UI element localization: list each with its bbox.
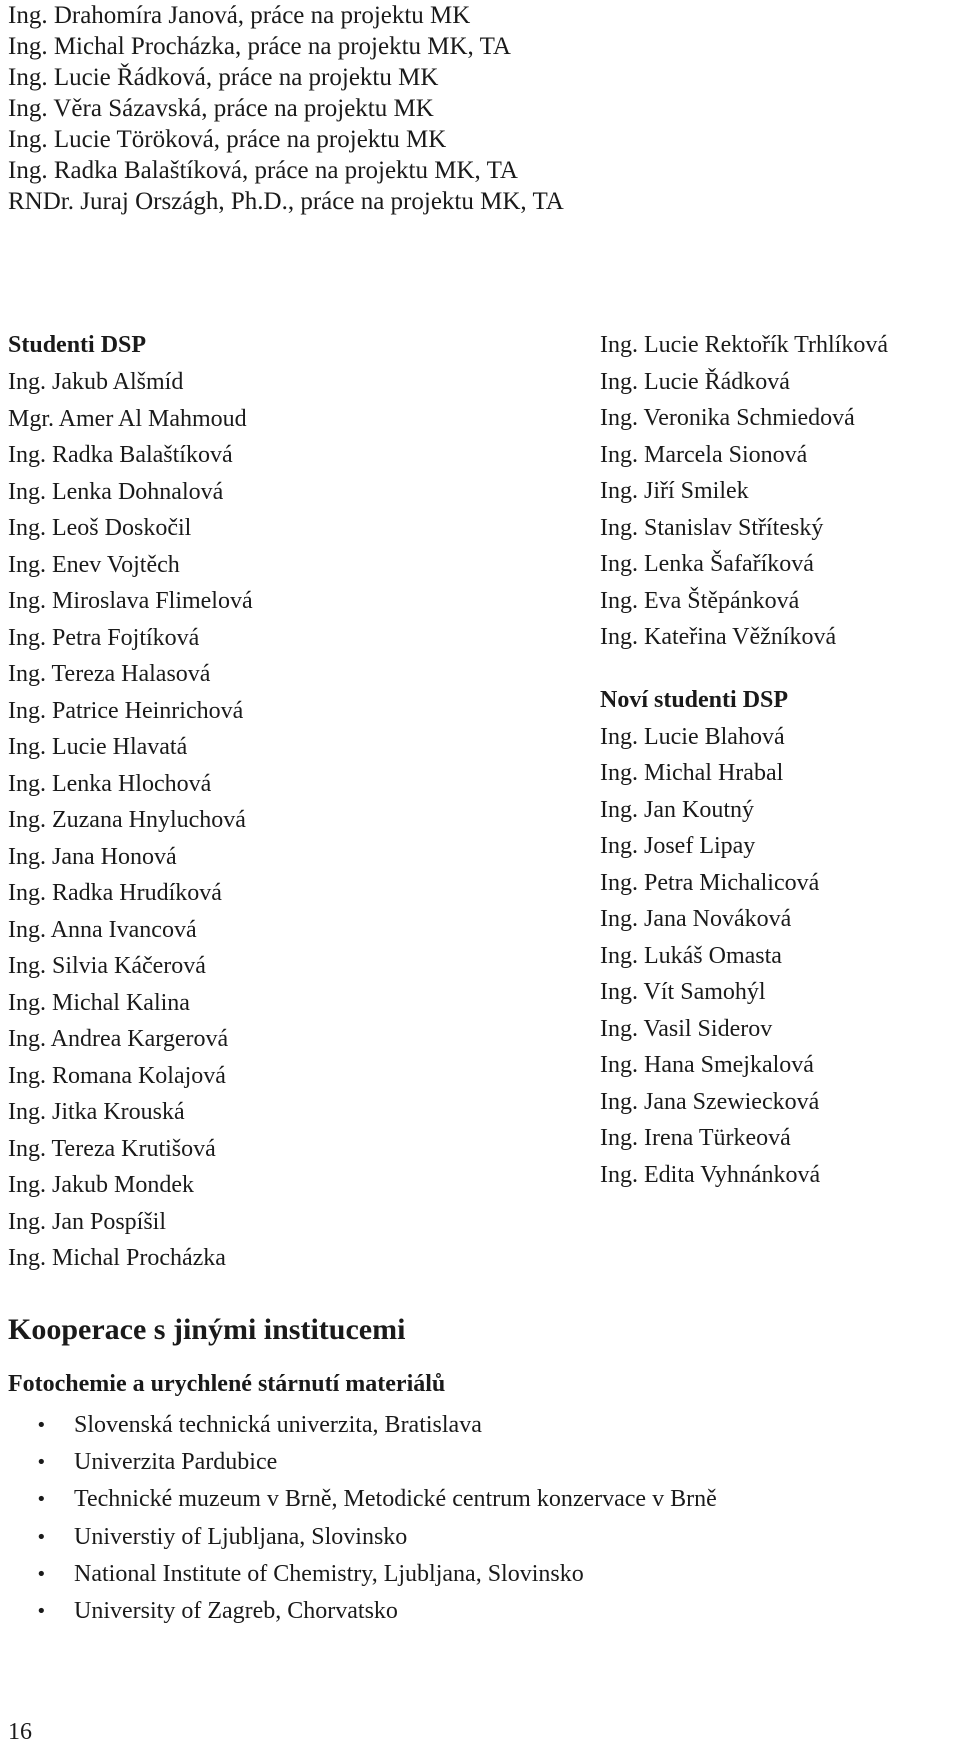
- list-item: RNDr. Juraj Országh, Ph.D., práce na projektu MK, TA: [8, 188, 564, 215]
- institution-name: Univerzita Pardubice: [74, 1449, 278, 1476]
- bullet-icon: •: [36, 1415, 47, 1436]
- list-item: Ing. Marcela Sionová: [600, 441, 808, 468]
- list-item: Mgr. Amer Al Mahmoud: [8, 405, 247, 432]
- list-item: Ing. Michal Procházka: [8, 1245, 226, 1271]
- list-item: Ing. Edita Vyhnánková: [600, 1161, 821, 1188]
- new-students-heading: Noví studenti DSP: [600, 686, 789, 713]
- cooperation-heading: Kooperace s jinými institucemi: [8, 1313, 406, 1346]
- list-item: Ing. Eva Štěpánková: [600, 587, 800, 614]
- list-item: Ing. Věra Sázavská, práce na projektu MK: [8, 95, 434, 122]
- list-item: Ing. Veronika Schmiedová: [600, 405, 855, 431]
- list-item: Ing. Stanislav Stříteský: [600, 514, 824, 541]
- list-item: [34, 1519, 717, 1556]
- list-item: Ing. Michal Procházka, práce na projektu MK, TA: [8, 33, 511, 60]
- list-item: Ing. Hana Smejkalová: [600, 1052, 814, 1078]
- list-item: [34, 1481, 717, 1518]
- list-item: Ing. Tereza Krutišová: [8, 1135, 216, 1162]
- project-staff-list: [8, 0, 564, 217]
- list-item: Ing. Jitka Krouská: [8, 1099, 185, 1125]
- list-item: Ing. Drahomíra Janová, práce na projektu MK: [8, 2, 471, 29]
- students-heading: Studenti DSP: [8, 332, 147, 358]
- list-item: Ing. Josef Lipay: [600, 833, 756, 859]
- page-number: 16: [8, 1719, 32, 1745]
- list-item: Ing. Tereza Halasová: [8, 661, 211, 687]
- list-item: Ing. Miroslava Flimelová: [8, 588, 253, 614]
- cooperation-list: [34, 1407, 717, 1630]
- list-item: Ing. Silvia Káčerová: [8, 953, 206, 979]
- list-item: Ing. Lucie Řádková, práce na projektu MK: [8, 64, 439, 91]
- list-item: [34, 1444, 717, 1481]
- bullet-icon: •: [36, 1563, 47, 1585]
- list-item: [34, 1407, 717, 1444]
- institution-name: Universtiy of Ljubljana, Slovinsko: [74, 1523, 408, 1550]
- list-item: Ing. Enev Vojtěch: [8, 551, 180, 578]
- cooperation-subheading: Fotochemie a urychlené stárnutí materiálů: [8, 1371, 446, 1397]
- list-item: Ing. Jana Nováková: [600, 906, 792, 932]
- institution-name: University of Zagreb, Chorvatsko: [74, 1598, 398, 1625]
- list-item: Ing. Andrea Kargerová: [8, 1026, 229, 1052]
- list-item: Ing. Michal Hrabal: [600, 760, 784, 786]
- list-item: Ing. Radka Balaštíková: [8, 442, 233, 468]
- list-item: Ing. Lucie Řádková: [600, 368, 790, 395]
- list-item: Ing. Irena Türkeová: [600, 1125, 791, 1151]
- list-item: Ing. Jan Pospíšil: [8, 1208, 167, 1235]
- list-item: Ing. Jana Szewiecková: [600, 1088, 820, 1115]
- list-item: Ing. Jakub Alšmíd: [8, 369, 184, 395]
- list-item: Ing. Jana Honová: [8, 843, 177, 870]
- institution-name: National Institute of Chemistry, Ljubljana, Slovinsko: [74, 1560, 584, 1587]
- students-right-column: [600, 327, 888, 1193]
- list-item: Ing. Petra Michalicová: [600, 869, 820, 896]
- list-item: Ing. Jakub Mondek: [8, 1172, 194, 1198]
- list-item: Ing. Lucie Rektořík Trhlíková: [600, 332, 888, 358]
- list-item: Ing. Jan Koutný: [600, 796, 754, 823]
- students-list-right: [600, 327, 888, 656]
- list-item: Ing. Jiří Smilek: [600, 478, 749, 504]
- list-item: Ing. Romana Kolajová: [8, 1062, 226, 1089]
- list-item: Ing. Vasil Siderov: [600, 1015, 773, 1042]
- list-item: [34, 1593, 717, 1630]
- list-item: Ing. Lenka Hlochová: [8, 770, 212, 797]
- list-item: Ing. Lenka Šafaříková: [600, 551, 814, 577]
- list-item: Ing. Vít Samohýl: [600, 979, 766, 1005]
- institution-name: Slovenská technická univerzita, Bratislava: [74, 1412, 482, 1438]
- bullet-icon: •: [36, 1489, 47, 1511]
- list-item: Ing. Leoš Doskočil: [8, 515, 192, 541]
- list-item: [34, 1556, 717, 1593]
- list-item: Ing. Lukáš Omasta: [600, 942, 782, 969]
- list-item: Ing. Anna Ivancová: [8, 916, 197, 943]
- list-item: Ing. Lucie Hlavatá: [8, 734, 188, 760]
- students-left-column: [8, 327, 253, 1277]
- bullet-icon: •: [36, 1452, 47, 1474]
- bullet-icon: •: [36, 1526, 47, 1548]
- list-item: Ing. Zuzana Hnyluchová: [8, 807, 246, 833]
- new-students-list: [600, 719, 888, 1194]
- list-item: Ing. Patrice Heinrichová: [8, 697, 244, 724]
- list-item: Ing. Lucie Blahová: [600, 723, 785, 750]
- bullet-icon: •: [36, 1601, 47, 1623]
- students-list-left: [8, 364, 253, 1277]
- institution-name: Technické muzeum v Brně, Metodické centrum konzervace v Brně: [74, 1486, 717, 1513]
- list-item: Ing. Michal Kalina: [8, 989, 190, 1016]
- list-item: Ing. Kateřina Věžníková: [600, 624, 837, 650]
- list-item: Ing. Petra Fojtíková: [8, 624, 200, 651]
- list-item: Ing. Radka Balaštíková, práce na projektu MK, TA: [8, 157, 518, 184]
- list-item: Ing. Lenka Dohnalová: [8, 478, 224, 505]
- list-item: Ing. Lucie Töröková, práce na projektu MK: [8, 126, 447, 153]
- list-item: Ing. Radka Hrudíková: [8, 880, 222, 906]
